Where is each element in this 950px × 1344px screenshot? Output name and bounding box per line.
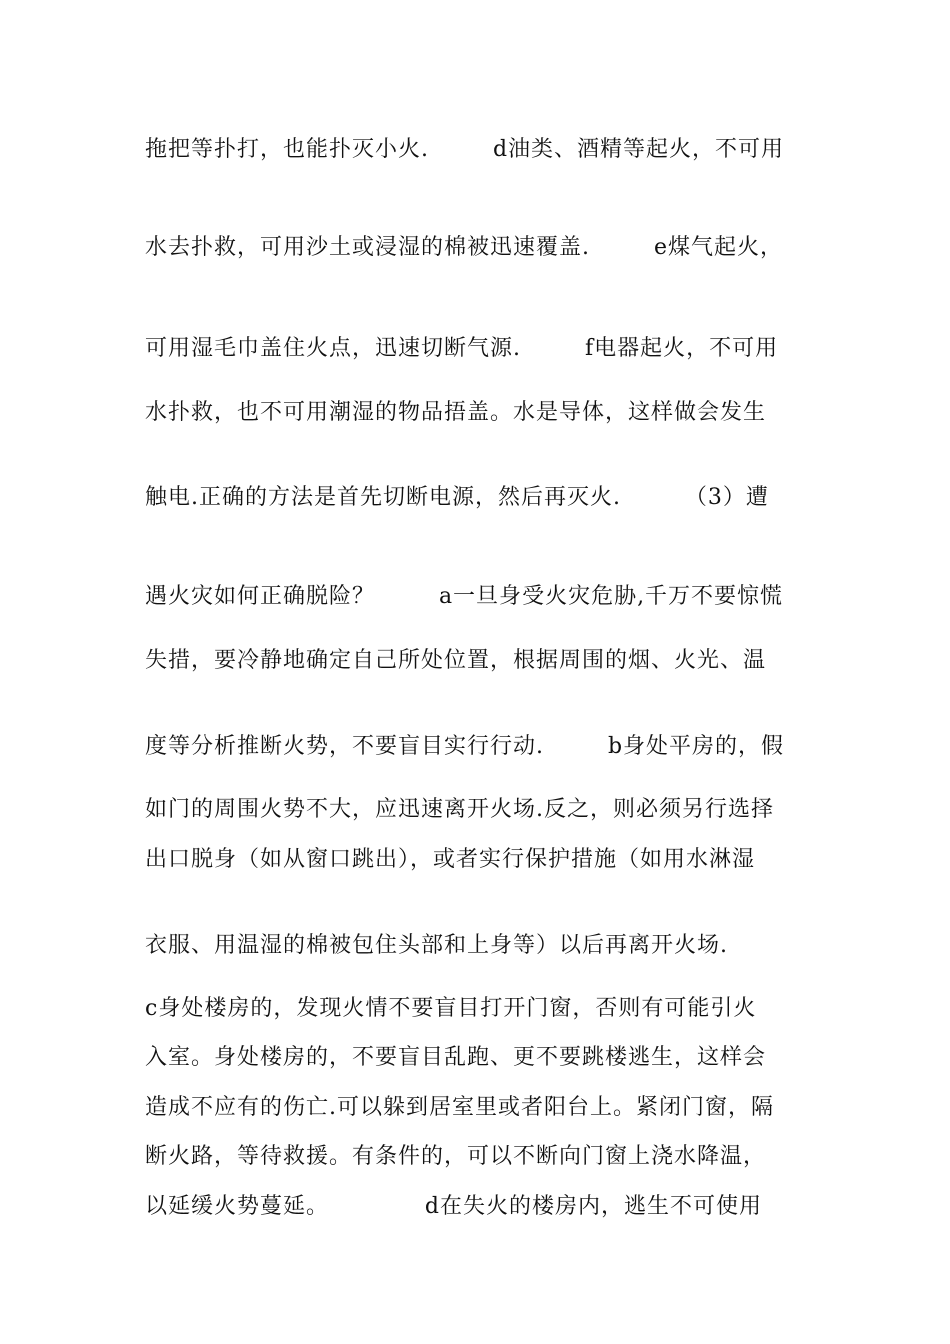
- text-line: 触电.正确的方法是首先切断电源，然后再灭火. （3）遭: [145, 485, 769, 510]
- text-line: 断火路，等待救援。有条件的，可以不断向门窗上浇水降温，: [145, 1144, 767, 1169]
- text-line: 遇火灾如何正确脱险？ a一旦身受火灾危胁,千万不要惊慌: [145, 584, 784, 609]
- text-line: 度等分析推断火势，不要盲目实行行动. b身处平房的，假: [145, 734, 785, 759]
- text-line: c身处楼房的，发现火情不要盲目打开门窗，否则有可能引火: [145, 996, 757, 1021]
- text-line: 拖把等扑打，也能扑灭小火. d油类、酒精等起火，不可用: [145, 137, 785, 162]
- text-line: 衣服、用温湿的棉被包住头部和上身等）以后再离开火场.: [145, 933, 728, 958]
- text-line: 以延缓火势蔓延。 d在失火的楼房内，逃生不可使用: [145, 1194, 763, 1219]
- text-line: 可用湿毛巾盖住火点，迅速切断气源. f电器起火，不可用: [145, 336, 779, 361]
- text-line: 造成不应有的伤亡.可以躲到居室里或者阳台上。紧闭门窗，隔: [145, 1095, 774, 1120]
- text-line: 水去扑救，可用沙土或浸湿的棉被迅速覆盖. e煤气起火，: [145, 235, 783, 260]
- text-line: 水扑救，也不可用潮湿的物品捂盖。水是导体，这样做会发生: [145, 400, 767, 425]
- text-line: 出口脱身（如从窗口跳出），或者实行保护措施（如用水淋湿: [145, 847, 756, 872]
- text-line: 失措，要冷静地确定自己所处位置，根据周围的烟、火光、温: [145, 648, 767, 673]
- text-line: 入室。身处楼房的，不要盲目乱跑、更不要跳楼逃生，这样会: [145, 1045, 767, 1070]
- text-line: 如门的周围火势不大，应迅速离开火场.反之，则必须另行选择: [145, 797, 774, 822]
